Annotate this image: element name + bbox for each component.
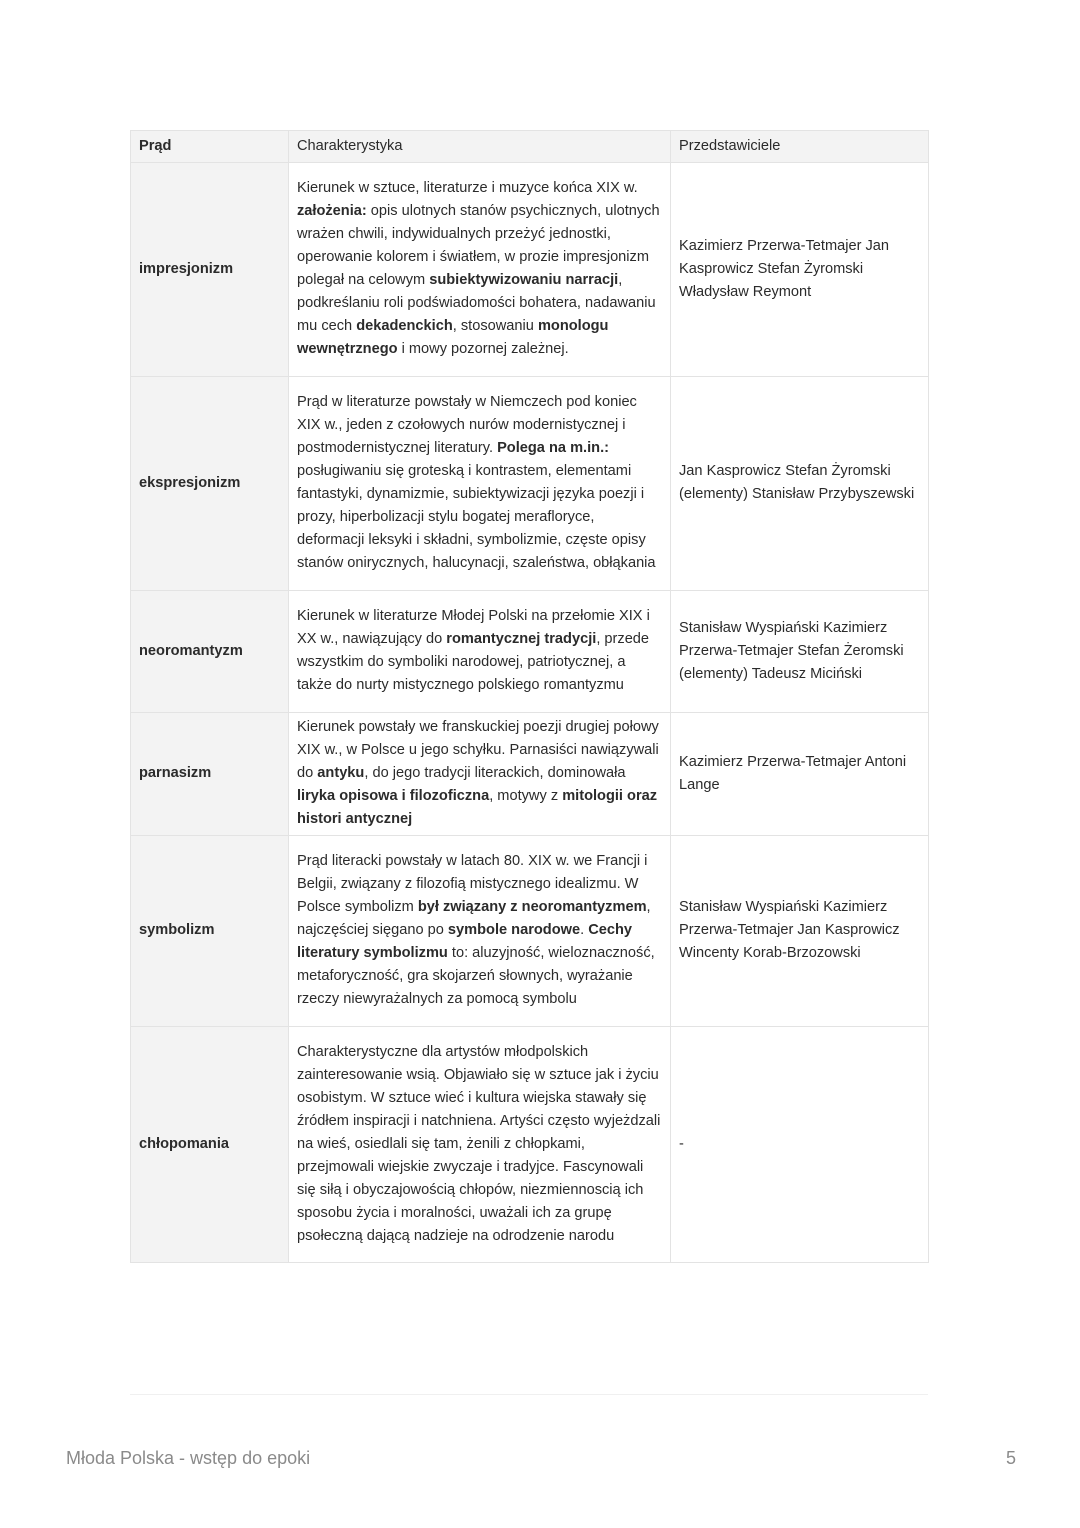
literary-currents-table bbox=[130, 130, 929, 1263]
current-description bbox=[289, 377, 671, 591]
current-name: neoromantyzm bbox=[131, 591, 289, 713]
emphasized-text: założenia: bbox=[297, 203, 367, 219]
current-representatives: Stanisław Wyspiański Kazimierz Przerwa-Tetmajer Jan Kasprowicz Wincenty Korab-Brzozowski bbox=[671, 836, 929, 1027]
current-description bbox=[289, 591, 671, 713]
description-text: Prąd w literaturze powstały w Niemczech pod koniec XIX w., jeden z czołowych nurów modernistycznej i postmodernistycznej literatury. bbox=[297, 394, 637, 456]
emphasized-text: symbole narodowe bbox=[447, 922, 581, 938]
emphasized-text: był związany z neoromantyzmem bbox=[417, 899, 647, 915]
description-text: , najczęściej sięgano po bbox=[297, 899, 651, 938]
current-description bbox=[289, 836, 671, 1027]
emphasized-text: romantycznej tradycji bbox=[446, 631, 597, 647]
column-header-representatives: Przedstawiciele bbox=[671, 131, 929, 163]
table-header-row bbox=[131, 131, 929, 163]
description-text: Kierunek w sztuce, literaturze i muzyce końca XIX w. bbox=[297, 180, 638, 196]
emphasized-text: Cechy literatury symbolizmu bbox=[297, 922, 633, 961]
current-representatives: Kazimierz Przerwa-Tetmajer Antoni Lange bbox=[671, 713, 929, 836]
current-name: chłopomania bbox=[131, 1027, 289, 1263]
description-text: opis ulotnych stanów psychicznych, ulotnych wrażen chwili, indywidualnych przeżyć jednostki, operowanie kolorem i światłem, w prozie impresjonizm polegał na celowym bbox=[297, 203, 660, 288]
emphasized-text: subiektywizowaniu narracji bbox=[429, 272, 619, 288]
description-text: i mowy pozornej zależnej. bbox=[397, 341, 569, 357]
description-text: , do jego tradycji literackich, dominowała bbox=[364, 765, 626, 781]
table-row bbox=[131, 591, 929, 713]
emphasized-text: monologu wewnętrznego bbox=[297, 318, 609, 357]
current-name: parnasizm bbox=[131, 713, 289, 836]
column-header-characteristics: Charakterystyka bbox=[289, 131, 671, 163]
emphasized-text: dekadenckich bbox=[356, 318, 453, 334]
current-name: impresjonizm bbox=[131, 163, 289, 377]
emphasized-text: mitologii oraz histori antycznej bbox=[297, 788, 658, 827]
page-number: 5 bbox=[1005, 1448, 1016, 1468]
current-representatives: Kazimierz Przerwa-Tetmajer Jan Kasprowicz Stefan Żyromski Władysław Reymont bbox=[671, 163, 929, 377]
column-header-current: Prąd bbox=[131, 131, 289, 163]
footer-divider bbox=[130, 1394, 928, 1395]
current-representatives: Jan Kasprowicz Stefan Żyromski (elementy) Stanisław Przybyszewski bbox=[671, 377, 929, 591]
emphasized-text: Polega na m.in.: bbox=[497, 440, 609, 456]
current-description bbox=[289, 1027, 671, 1263]
table-row bbox=[131, 1027, 929, 1263]
description-text: . bbox=[580, 922, 589, 938]
description-text: , motywy z bbox=[489, 788, 563, 804]
description-text: Kierunek powstały we franskuckiej poezji drugiej połowy XIX w., w Polsce u jego schyłku. Parnasiści nawiązywali do bbox=[297, 719, 659, 781]
current-name: symbolizm bbox=[131, 836, 289, 1027]
footer-document-title: Młoda Polska - wstęp do epoki bbox=[66, 1448, 311, 1468]
description-text: Prąd literacki powstały w latach 80. XIX w. we Francji i Belgii, związany z filozofią mistycznego idealizmu. W Polsce symbolizm bbox=[297, 853, 648, 915]
current-representatives: Stanisław Wyspiański Kazimierz Przerwa-Tetmajer Stefan Żeromski (elementy) Tadeusz Miciński bbox=[671, 591, 929, 713]
description-text: Charakterystyczne dla artystów młodpolskich zainteresowanie wsią. Objawiało się w sztuce jak i życiu osobistym. W sztuce wieć i kultura wiejska stawały się źródłem inspiracji i natchniena. Artyści często wyjeżdzali na wieś, osiedlali się tam, żenili z chłopkami, przejmowali wiejskie zwyczaje i tradyjce. Fascynowali się siłą i obyczajowością chłopów, niezmiennoscią ich sposobu życia i moralności, uważali ich za grupę psołeczną dającą nadzieje na odrodzenie narodu bbox=[297, 1043, 661, 1244]
table-row bbox=[131, 713, 929, 836]
description-text: Kierunek w literaturze Młodej Polski na przełomie XIX i XX w., nawiązujący do bbox=[297, 608, 650, 647]
table-row bbox=[131, 836, 929, 1027]
current-description bbox=[289, 713, 671, 836]
current-representatives: - bbox=[671, 1027, 929, 1263]
description-text: to: aluzyjność, wieloznaczność, metaforyczność, gra skojarzeń słownych, wyrażanie rzeczy niewyrażalnych za pomocą symbolu bbox=[297, 945, 655, 1007]
table-row bbox=[131, 163, 929, 377]
table-row bbox=[131, 377, 929, 591]
emphasized-text: antyku bbox=[317, 765, 365, 781]
description-text: , przede wszystkim do symboliki narodowej, patriotycznej, a także do nurty mistycznego polskiego romantyzmu bbox=[297, 631, 650, 693]
description-text: , podkreślaniu roli podświadomości bohatera, nadawaniu mu cech bbox=[297, 272, 656, 334]
current-name: ekspresjonizm bbox=[131, 377, 289, 591]
description-text: posługiwaniu się groteską i kontrastem, elementami fantastyki, dynamizmie, subiektywizacji języka poezji i prozy, hiperbolizacji stylu bogatej merafloryce, deformacji leksyki i składni, symbolizmie, częste opisy stanów onirycznych, halucynacji, szaleństwa, obłąkania bbox=[297, 463, 656, 571]
current-description bbox=[289, 163, 671, 377]
emphasized-text: liryka opisowa i filozoficzna bbox=[297, 788, 490, 804]
description-text: , stosowaniu bbox=[452, 318, 538, 334]
